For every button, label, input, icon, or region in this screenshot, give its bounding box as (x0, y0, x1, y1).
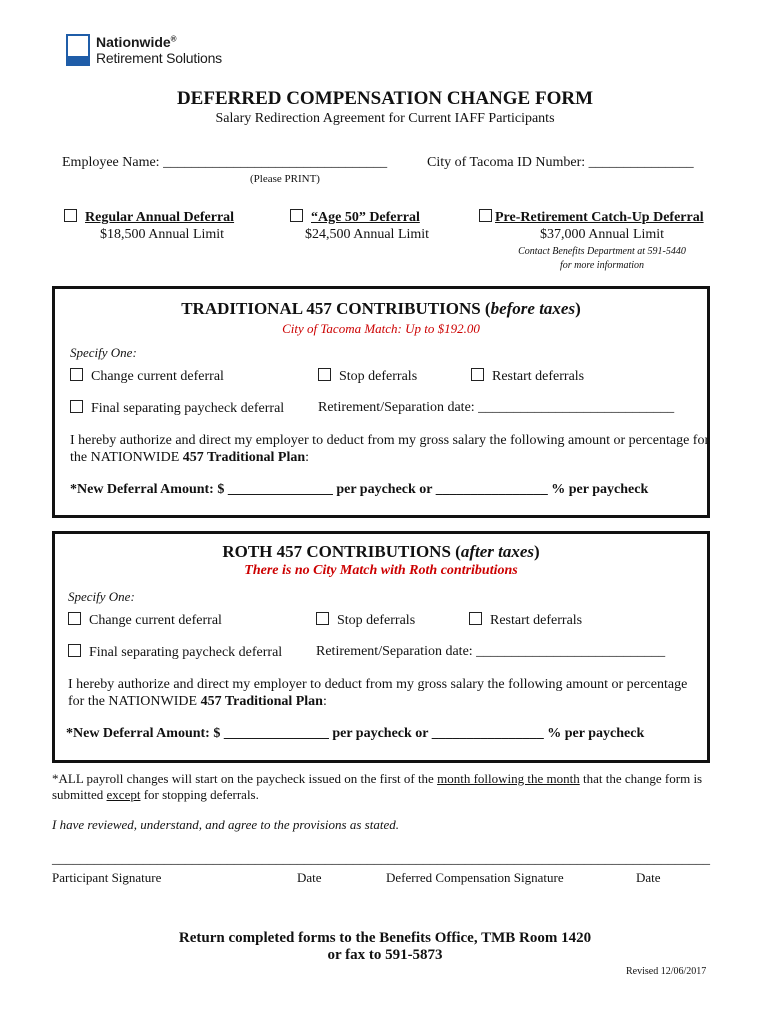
date-label-2: Date (636, 870, 661, 885)
roth-auth-pre: for the NATIONWIDE (68, 694, 201, 709)
roth-stop-label: Stop deferrals (337, 613, 416, 628)
traditional-title-em: before taxes (490, 299, 576, 318)
traditional-auth-line-1: I hereby authorize and direct my employer to deduct from my gross salary the following amount or percentage for (70, 433, 710, 448)
contact-line-1: Contact Benefits Department at 591-5440 (518, 246, 686, 257)
notice-p1: *ALL payroll changes will start on the paycheck issued on the first of the (52, 771, 438, 786)
traditional-auth-pre: the NATIONWIDE (70, 450, 183, 465)
traditional-match: City of Tacoma Match: Up to $192.00 (282, 321, 480, 336)
city-id-field[interactable]: City of Tacoma ID Number: _______________ (427, 155, 694, 170)
roth-title-em: after taxes (460, 542, 535, 561)
traditional-specify: Specify One: (70, 345, 137, 360)
roth-amount-field[interactable]: *New Deferral Amount: $ _______________ per paycheck or ________________ % per paycheck (66, 726, 645, 741)
roth-change-label: Change current deferral (89, 613, 222, 628)
traditional-final-label: Final separating paycheck deferral (91, 401, 285, 416)
traditional-auth-line-2 (70, 450, 309, 466)
traditional-stop-option[interactable] (318, 368, 417, 385)
option-catchup-limit: $37,000 Annual Limit (540, 227, 665, 242)
option-age50-limit: $24,500 Annual Limit (305, 227, 430, 242)
please-print-note: (Please PRINT) (250, 173, 320, 185)
traditional-restart-checkbox[interactable] (471, 368, 484, 381)
traditional-amount-field[interactable]: *New Deferral Amount: $ _______________ per paycheck or ________________ % per paycheck (70, 482, 649, 497)
date-label-1: Date (297, 870, 322, 885)
participant-signature-line[interactable]: _______________________________________________ (52, 852, 381, 867)
logo-mark-icon (66, 34, 90, 66)
roth-retire-date-field[interactable]: Retirement/Separation date: ___________________________ (316, 644, 666, 659)
traditional-auth-plan: 457 Traditional Plan (182, 450, 306, 465)
form-subtitle: Salary Redirection Agreement for Current IAFF Participants (215, 111, 555, 126)
traditional-title-end: ) (575, 299, 581, 318)
traditional-stop-checkbox[interactable] (318, 368, 331, 381)
traditional-final-option[interactable] (70, 400, 284, 417)
roth-stop-checkbox[interactable] (316, 612, 329, 625)
age50-checkbox[interactable] (290, 209, 303, 222)
roth-final-checkbox[interactable] (68, 644, 81, 657)
notice-p2-end: for stopping deferrals. (140, 787, 259, 802)
traditional-title-main: TRADITIONAL 457 CONTRIBUTIONS ( (181, 299, 491, 318)
traditional-restart-label: Restart deferrals (492, 369, 585, 384)
traditional-title (52, 299, 710, 319)
notice-p1-ul: month following the month (437, 771, 580, 786)
fax-instructions: or fax to 591-5873 (327, 947, 443, 963)
roth-restart-checkbox[interactable] (469, 612, 482, 625)
roth-final-label: Final separating paycheck deferral (89, 645, 283, 660)
notice-line-2 (52, 787, 259, 803)
deferred-signature-label: Deferred Compensation Signature (386, 870, 564, 885)
option-age50-label: “Age 50” Deferral (311, 210, 420, 225)
deferred-signature-line[interactable]: _______________________________________________ (381, 852, 710, 867)
roth-auth-post: : (322, 694, 327, 709)
option-regular-label: Regular Annual Deferral (85, 210, 235, 225)
option-regular[interactable] (64, 209, 234, 226)
logo-name: Nationwide (96, 34, 171, 50)
notice-line-1 (52, 771, 702, 787)
traditional-change-label: Change current deferral (91, 369, 224, 384)
roth-auth-plan: 457 Traditional Plan (200, 694, 323, 709)
notice-p2: submitted (52, 787, 107, 802)
roth-title (52, 542, 710, 562)
traditional-change-option[interactable] (70, 368, 224, 385)
notice-p2-ul: except (106, 787, 141, 802)
roth-restart-option[interactable] (469, 612, 582, 629)
traditional-restart-option[interactable] (471, 368, 584, 385)
roth-title-main: ROTH 457 CONTRIBUTIONS ( (222, 542, 461, 561)
roth-final-option[interactable] (68, 644, 282, 661)
regular-checkbox[interactable] (64, 209, 77, 222)
roth-auth-line-1: I hereby authorize and direct my employer to deduct from my gross salary the following amount or percentage (68, 677, 688, 692)
roth-restart-label: Restart deferrals (490, 613, 583, 628)
logo-reg: ® (170, 34, 177, 44)
employee-name-field[interactable]: Employee Name: ________________________________ (62, 155, 388, 170)
roth-change-option[interactable] (68, 612, 222, 629)
traditional-auth-post: : (305, 450, 310, 465)
return-instructions: Return completed forms to the Benefits Office, TMB Room 1420 (178, 930, 592, 946)
option-catchup[interactable] (479, 209, 704, 226)
revised-date: Revised 12/06/2017 (626, 966, 707, 977)
option-age50[interactable] (290, 209, 420, 226)
option-regular-limit: $18,500 Annual Limit (100, 227, 225, 242)
contact-line-2: for more information (559, 260, 645, 271)
form-title: DEFERRED COMPENSATION CHANGE FORM (176, 88, 594, 109)
notice-p1-end: that the change form is (579, 771, 703, 786)
roth-change-checkbox[interactable] (68, 612, 81, 625)
participant-signature-label: Participant Signature (52, 870, 162, 885)
traditional-final-checkbox[interactable] (70, 400, 83, 413)
roth-auth-line-2 (68, 694, 327, 710)
roth-title-end: ) (534, 542, 540, 561)
option-catchup-label: Pre-Retirement Catch-Up Deferral (495, 210, 704, 225)
logo-subtitle: Retirement Solutions (96, 50, 222, 66)
roth-match: There is no City Match with Roth contributions (244, 563, 518, 578)
roth-specify: Specify One: (68, 589, 135, 604)
roth-stop-option[interactable] (316, 612, 415, 629)
traditional-stop-label: Stop deferrals (339, 369, 418, 384)
traditional-retire-date-field[interactable]: Retirement/Separation date: ____________________________ (318, 400, 675, 415)
traditional-change-checkbox[interactable] (70, 368, 83, 381)
reviewed-statement: I have reviewed, understand, and agree to the provisions as stated. (52, 817, 399, 832)
nationwide-logo (66, 32, 226, 72)
catchup-checkbox[interactable] (479, 209, 492, 222)
